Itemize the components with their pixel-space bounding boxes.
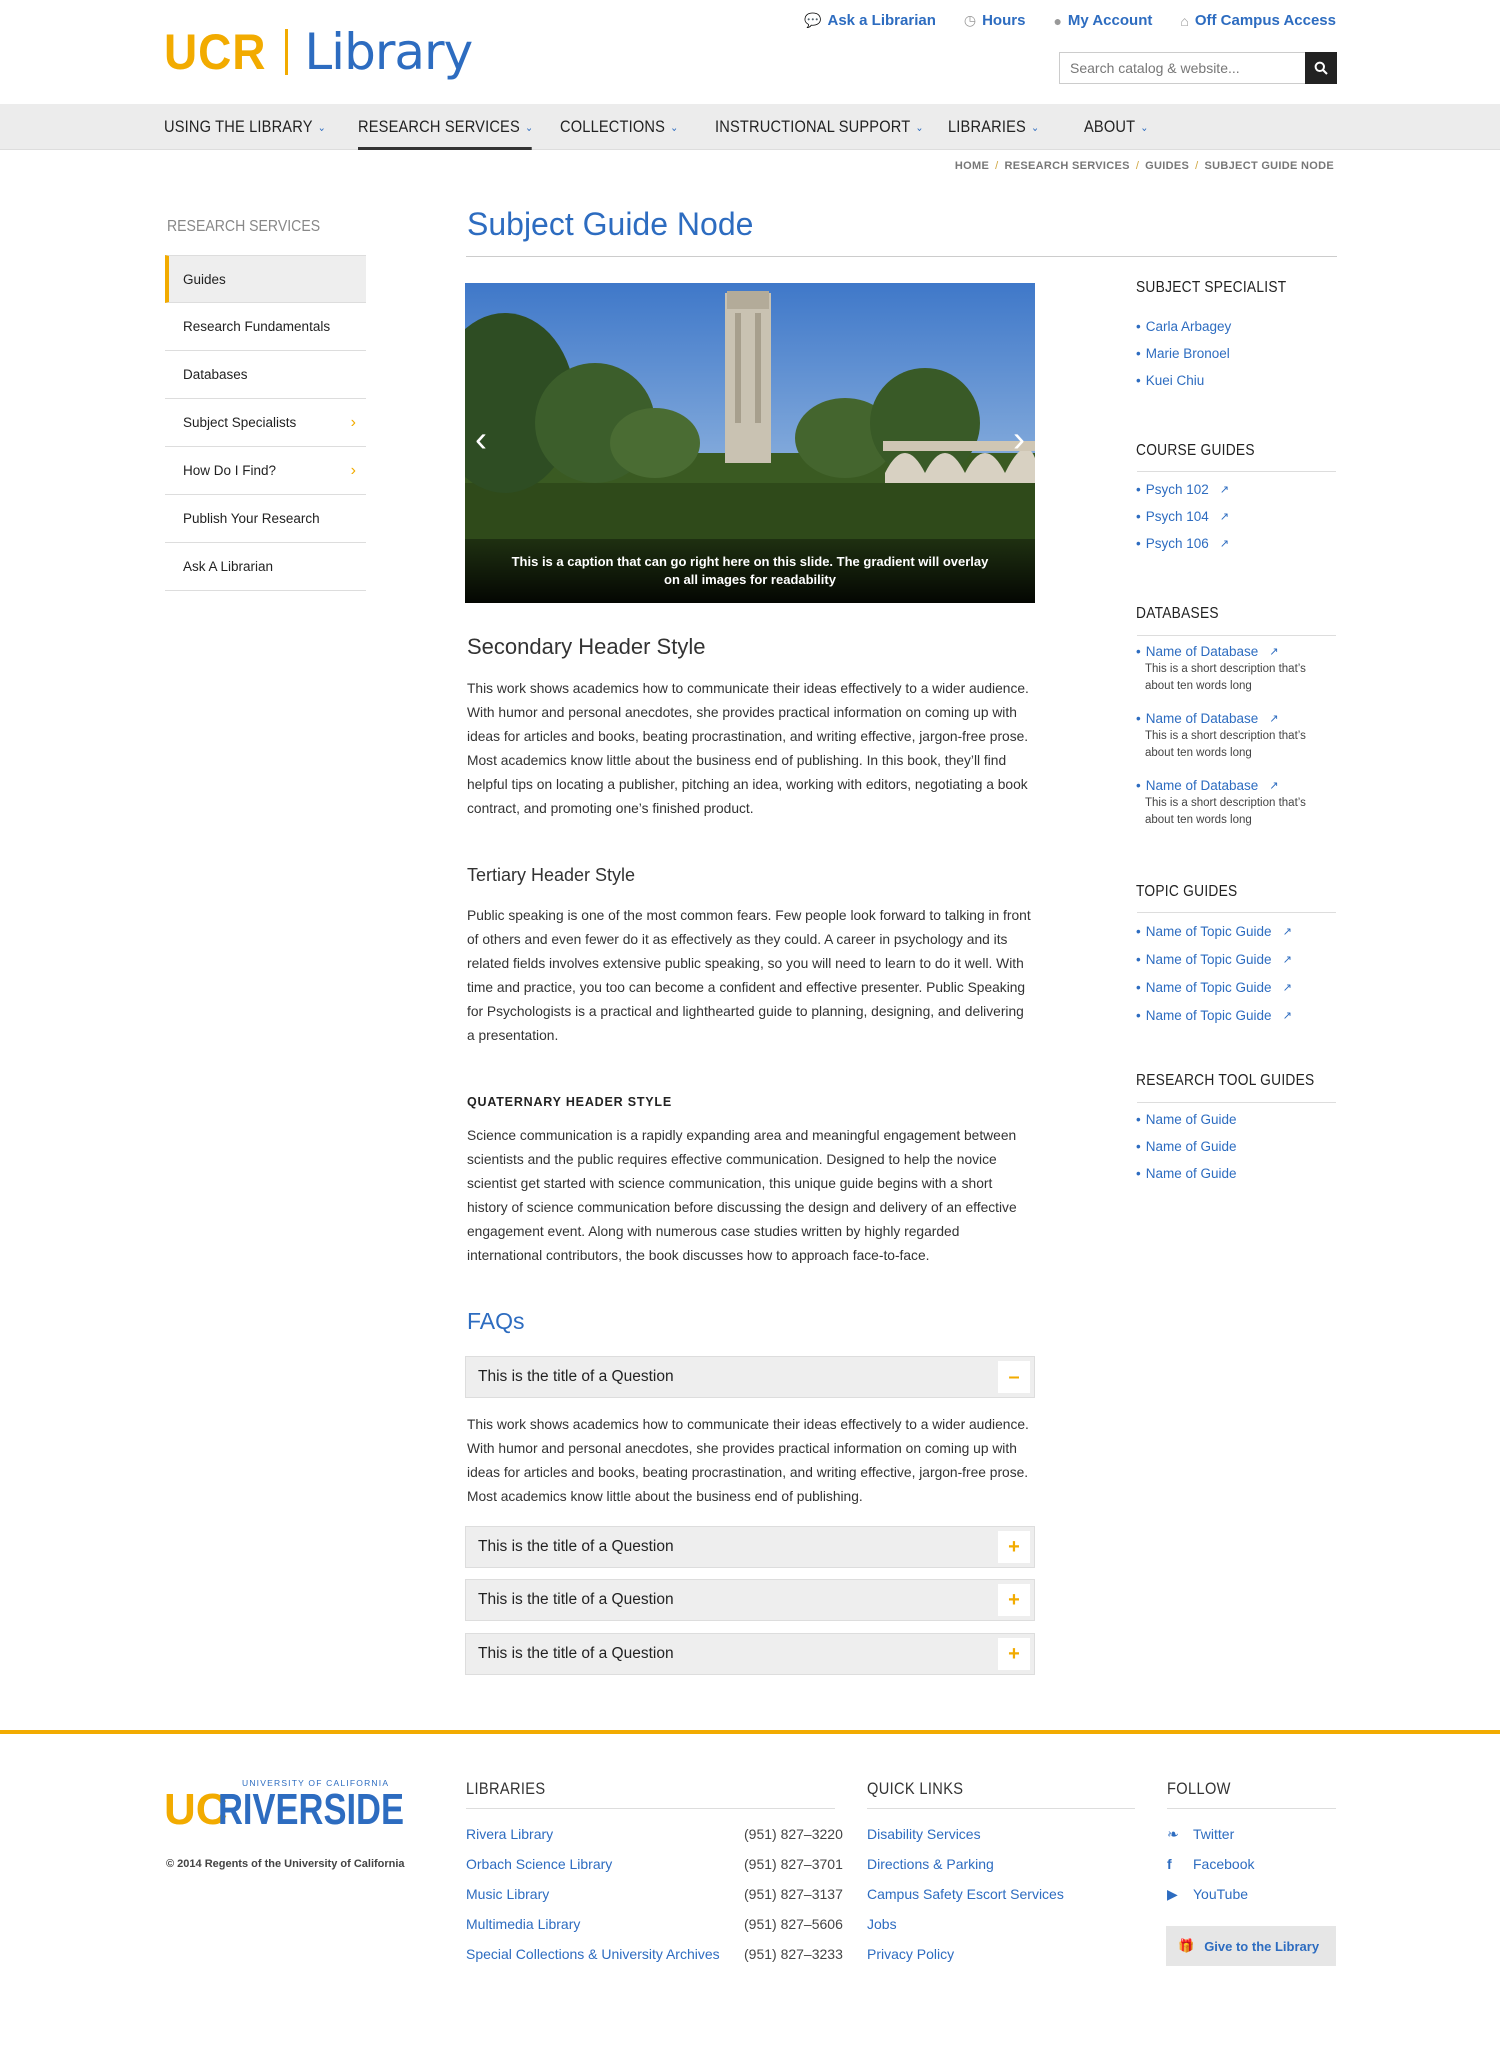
footer-follow-title: FOLLOW (1167, 1779, 1231, 1798)
bullet: • (1136, 979, 1141, 995)
bullet: • (1136, 1112, 1141, 1127)
research-tool-guides-title: RESEARCH TOOL GUIDES (1136, 1072, 1315, 1089)
breadcrumb-home[interactable]: HOME (954, 160, 990, 172)
copyright: © 2014 Regents of the University of California (166, 1858, 405, 1870)
off-campus-access-link[interactable] (1180, 12, 1336, 29)
chevron-down-icon: ⌄ (1140, 121, 1149, 134)
footer-divider (466, 1808, 835, 1809)
sidebar-nav (165, 255, 366, 591)
bullet: • (1136, 482, 1141, 497)
footer-libraries-title: LIBRARIES (466, 1779, 546, 1798)
image-carousel[interactable] (465, 283, 1035, 603)
bullet: • (1136, 1166, 1141, 1181)
database-name: Name of Database (1145, 711, 1259, 726)
chevron-right-icon[interactable]: › (350, 461, 356, 479)
logo-primary: UCR (164, 24, 267, 80)
home-icon: ⌂ (1180, 12, 1189, 29)
specialist-link[interactable] (1136, 367, 1231, 394)
faq-question-label: This is the title of a Question (478, 1368, 674, 1385)
external-link-icon: ↗ (1219, 538, 1229, 550)
footer-library-item[interactable] (466, 1819, 843, 1849)
give-label: Give to the Library (1204, 1938, 1320, 1954)
topic-guide-link[interactable] (1136, 1001, 1292, 1029)
databases-title: DATABASES (1136, 605, 1219, 622)
quick-link[interactable]: Directions & Parking (867, 1856, 994, 1872)
chat-icon: 💬 (804, 12, 822, 28)
chevron-down-icon: ⌄ (525, 121, 534, 134)
my-account-link[interactable] (1053, 12, 1152, 29)
youtube-link[interactable] (1167, 1879, 1254, 1909)
external-link-icon: ↗ (1282, 925, 1292, 938)
nav-about[interactable] (1084, 104, 1153, 150)
specialist-name: Kuei Chiu (1145, 373, 1205, 388)
bullet: • (1136, 509, 1141, 524)
library-name: Multimedia Library (466, 1916, 581, 1932)
database-name: Name of Database (1145, 778, 1259, 793)
research-guide-link[interactable] (1136, 1133, 1237, 1160)
research-guide-name: Name of Guide (1145, 1139, 1237, 1154)
footer-quick-links-list (867, 1819, 1064, 1969)
footer-follow-list (1167, 1819, 1254, 1909)
carousel-prev-arrow[interactable]: ‹ (475, 418, 487, 459)
off-campus-access-label: Off Campus Access (1194, 12, 1336, 29)
sidebar-item-databases[interactable] (165, 351, 366, 399)
database-description: This is a short description that’s about ten words long (1145, 797, 1306, 826)
topic-guide-name: Name of Topic Guide (1145, 979, 1272, 995)
external-link-icon: ↗ (1269, 780, 1279, 792)
subject-specialist-title: SUBJECT SPECIALIST (1136, 279, 1287, 296)
database-name: Name of Database (1145, 644, 1259, 659)
chevron-down-icon: ⌄ (915, 121, 924, 134)
bullet: • (1136, 346, 1141, 361)
bullet: • (1136, 319, 1141, 334)
quaternary-header: QUATERNARY HEADER STYLE (467, 1095, 672, 1109)
ask-librarian-link[interactable] (804, 12, 936, 29)
sidebar-item-label: Subject Specialists (183, 415, 297, 430)
nav-using-the-library[interactable] (164, 104, 331, 150)
breadcrumb (955, 160, 1334, 172)
course-guide-name: Psych 102 (1145, 482, 1209, 497)
main-nav (0, 104, 1500, 150)
library-name: Special Collections & University Archives (466, 1946, 720, 1962)
faq-question-label: This is the title of a Question (478, 1591, 674, 1608)
faq-question-label: This is the title of a Question (478, 1538, 674, 1555)
subject-specialist-list (1136, 313, 1231, 394)
facebook-link[interactable] (1167, 1849, 1254, 1879)
footer-divider (867, 1808, 1135, 1809)
my-account-label: My Account (1067, 12, 1153, 29)
bullet: • (1136, 951, 1141, 967)
breadcrumb-separator: / (995, 160, 999, 172)
quick-link[interactable]: Disability Services (867, 1826, 981, 1842)
external-link-icon: ↗ (1219, 511, 1229, 523)
library-name: Music Library (466, 1886, 550, 1902)
research-tool-guides-list (1136, 1106, 1237, 1187)
topic-guide-name: Name of Topic Guide (1145, 951, 1272, 967)
twitter-icon: ❧ (1167, 1825, 1179, 1842)
chevron-right-icon[interactable]: › (350, 413, 356, 431)
breadcrumb-separator: / (1195, 160, 1199, 172)
chevron-down-icon: ⌄ (670, 121, 679, 134)
database-description: This is a short description that’s about ten words long (1145, 663, 1306, 692)
quick-link[interactable]: Campus Safety Escort Services (867, 1886, 1064, 1902)
bullet: • (1136, 711, 1141, 726)
research-guide-link[interactable] (1136, 1106, 1237, 1133)
section-divider (1137, 635, 1336, 636)
bullet: • (1136, 373, 1141, 388)
sidebar-item-label: Publish Your Research (183, 511, 320, 526)
sidebar-item-publish-your-research[interactable] (165, 495, 366, 543)
gift-icon: 🎁 (1178, 1938, 1195, 1953)
facebook-icon: f (1167, 1856, 1172, 1872)
faq-question[interactable] (465, 1633, 1035, 1675)
expand-icon[interactable]: + (998, 1638, 1030, 1670)
utility-links (804, 12, 1336, 29)
topic-guide-link[interactable] (1136, 917, 1292, 945)
library-phone: (951) 827–5606 (744, 1916, 843, 1932)
database-item (1136, 644, 1336, 695)
sidebar-item-guides[interactable] (165, 255, 366, 303)
nav-label: RESEARCH SERVICES (358, 117, 520, 136)
specialist-name: Marie Bronoel (1145, 346, 1230, 361)
library-phone: (951) 827–3233 (744, 1946, 843, 1962)
faq-answer: This work shows academics how to communicate their ideas effectively to a wider audience. With humor and personal anecdotes, she provides practical information on coming up with ideas for articles and books, beating procrastination, and writing effective, jargon-free prose. Most academics know little about the business end of publishing. (467, 1417, 1029, 1504)
logo-tagline: UNIVERSITY OF CALIFORNIA (242, 1778, 390, 1788)
nav-label: INSTRUCTIONAL SUPPORT (715, 117, 911, 136)
course-guide-link[interactable] (1136, 476, 1229, 503)
library-phone: (951) 827–3220 (744, 1826, 843, 1842)
chevron-down-icon: ⌄ (1031, 121, 1040, 134)
section-divider (1137, 1102, 1336, 1103)
footer-divider (1167, 1808, 1336, 1809)
logo-riverside: RIVERSIDE (218, 1785, 404, 1827)
search-icon (1314, 61, 1328, 75)
library-name: Orbach Science Library (466, 1856, 613, 1872)
nav-instructional-support[interactable] (715, 104, 924, 150)
sidebar-item-label: How Do I Find? (183, 463, 277, 478)
sidebar-item-how-do-i-find[interactable] (165, 447, 366, 495)
nav-label: COLLECTIONS (560, 117, 666, 136)
faqs-title: FAQs (467, 1308, 525, 1334)
database-description: This is a short description that’s about ten words long (1145, 730, 1306, 759)
hours-link[interactable] (964, 12, 1026, 29)
twitter-link[interactable] (1167, 1819, 1254, 1849)
footer-library-item[interactable] (466, 1909, 843, 1939)
specialist-link[interactable] (1136, 340, 1231, 367)
section-divider (1137, 471, 1336, 472)
expand-icon[interactable]: + (998, 1531, 1030, 1563)
secondary-paragraph: This work shows academics how to communicate their ideas effectively to a wider audience. With humor and personal anecdotes, she provides practical information on coming up with ideas for articles and books, beating procrastination, and writing effective, jargon-free prose. Most academics know little about the business end of publishing. In this book, they’ll find helpful tips on locating a publisher, pitching an idea, working with editors, negotiating a book contract, and promoting one’s finished product. (467, 681, 1029, 816)
specialist-name: Carla Arbagey (1145, 319, 1232, 334)
nav-collections[interactable] (560, 104, 693, 150)
hours-label: Hours (982, 12, 1026, 29)
tertiary-header: Tertiary Header Style (467, 865, 636, 885)
sidebar-item-label: Guides (183, 271, 226, 287)
faq-question[interactable] (465, 1579, 1035, 1621)
footer-libraries-list (466, 1819, 843, 1969)
footer-accent-line (0, 1730, 1500, 1734)
topic-guide-name: Name of Topic Guide (1145, 1007, 1272, 1023)
user-icon: ● (1053, 12, 1062, 29)
youtube-label: YouTube (1193, 1886, 1249, 1902)
breadcrumb-current: SUBJECT GUIDE NODE (1204, 160, 1334, 172)
nav-label: LIBRARIES (948, 117, 1026, 136)
breadcrumb-research-services[interactable]: RESEARCH SERVICES (1004, 160, 1130, 172)
bullet: • (1136, 778, 1141, 793)
search-input[interactable] (1059, 52, 1305, 84)
nav-label: ABOUT (1084, 117, 1136, 136)
sidebar-item-label: Databases (183, 367, 248, 382)
breadcrumb-separator: / (1135, 160, 1140, 172)
quick-link[interactable]: Jobs (867, 1916, 897, 1932)
bullet: • (1136, 1139, 1141, 1154)
topic-guides-list (1136, 917, 1292, 1029)
nav-label: USING THE LIBRARY (164, 117, 313, 136)
tertiary-paragraph: Public speaking is one of the most common fears. Few people look forward to talking in front of others and even fewer do it as effectively as they could. A career in psychology and its related fields involves extensive public speaking, so you will need to learn to do it well. With time and practice, you too can become a confident and effective presenter. Public Speaking for Psychologists is a practical and lighthearted guide to planning, designing, and delivering a presentation. (467, 908, 1031, 1043)
search-button[interactable] (1305, 52, 1337, 84)
library-phone: (951) 827–3701 (744, 1856, 843, 1872)
sidebar-item-ask-a-librarian[interactable] (165, 543, 366, 591)
course-guides-title: COURSE GUIDES (1136, 442, 1255, 459)
research-guide-link[interactable] (1136, 1160, 1237, 1187)
database-item (1136, 778, 1336, 829)
faq-question[interactable] (465, 1526, 1035, 1568)
sidebar-item-label: Research Fundamentals (183, 319, 331, 334)
expand-icon[interactable]: + (998, 1584, 1030, 1616)
youtube-icon: ▶ (1167, 1885, 1178, 1902)
ask-librarian-label: Ask a Librarian (827, 12, 936, 29)
footer-quick-links-title: QUICK LINKS (867, 1779, 964, 1798)
faq-question-label: This is the title of a Question (478, 1645, 674, 1662)
sidebar-item-subject-specialists[interactable] (165, 399, 366, 447)
external-link-icon: ↗ (1282, 981, 1292, 994)
sidebar-item-research-fundamentals[interactable] (165, 303, 366, 351)
faq-question[interactable] (465, 1356, 1035, 1398)
external-link-icon: ↗ (1269, 713, 1279, 725)
bullet: • (1136, 1007, 1141, 1023)
external-link-icon: ↗ (1219, 484, 1229, 496)
page-title: Subject Guide Node (467, 206, 754, 242)
logo-divider (285, 29, 288, 75)
logo-uc: UC (164, 1785, 228, 1827)
external-link-icon: ↗ (1282, 953, 1292, 966)
quaternary-paragraph: Science communication is a rapidly expanding area and meaningful engagement between scientists and the public requires effective communication. Designed to help the novice scientist get started with science communication, this unique guide begins with a short history of science communication before discussing the design and delivery of an effective engagement event. Along with numerous case studies written by highly regarded international contributors, the book discusses how to approach face-to-face. (467, 1128, 1017, 1263)
course-guide-link[interactable] (1136, 503, 1229, 530)
topic-guide-link[interactable] (1136, 973, 1292, 1001)
sidebar-item-label: Ask A Librarian (183, 559, 274, 574)
uc-riverside-logo[interactable] (164, 1777, 406, 1832)
database-link[interactable] (1136, 711, 1336, 726)
twitter-label: Twitter (1193, 1826, 1235, 1842)
bullet: • (1136, 536, 1141, 551)
external-link-icon: ↗ (1282, 1009, 1292, 1022)
external-link-icon: ↗ (1269, 646, 1279, 658)
footer-library-item[interactable] (466, 1849, 843, 1879)
footer-library-item[interactable] (466, 1939, 843, 1969)
breadcrumb-guides[interactable]: GUIDES (1145, 160, 1190, 172)
footer-library-item[interactable] (466, 1879, 843, 1909)
bullet: • (1136, 644, 1141, 659)
course-guides-list (1136, 476, 1229, 557)
topic-guides-title: TOPIC GUIDES (1136, 883, 1238, 900)
sidebar-title: RESEARCH SERVICES (167, 218, 321, 235)
specialist-link[interactable] (1136, 313, 1231, 340)
ucr-library-logo[interactable] (164, 22, 472, 82)
topic-guide-link[interactable] (1136, 945, 1292, 973)
topic-guide-name: Name of Topic Guide (1145, 923, 1272, 939)
carousel-next-arrow[interactable]: › (1013, 418, 1025, 459)
collapse-icon[interactable]: – (998, 1361, 1030, 1393)
site-search (1059, 52, 1337, 84)
database-link[interactable] (1136, 778, 1336, 793)
database-item (1136, 711, 1336, 762)
section-divider (1137, 912, 1336, 913)
course-guide-name: Psych 106 (1145, 536, 1209, 551)
clock-icon: ◷ (963, 12, 977, 28)
library-phone: (951) 827–3137 (744, 1886, 843, 1902)
course-guide-link[interactable] (1136, 530, 1229, 557)
logo-secondary: Library (304, 23, 473, 81)
secondary-header: Secondary Header Style (467, 634, 706, 659)
course-guide-name: Psych 104 (1145, 509, 1209, 524)
nav-libraries[interactable] (948, 104, 1065, 150)
facebook-label: Facebook (1193, 1856, 1255, 1872)
carousel-caption: This is a caption that can go right here on this slide. The gradient will overlay on all images for readability (465, 539, 1035, 603)
research-guide-name: Name of Guide (1145, 1112, 1237, 1127)
library-name: Rivera Library (466, 1826, 554, 1842)
site-header (0, 0, 1500, 104)
nav-research-services[interactable] (358, 104, 532, 150)
research-guide-name: Name of Guide (1145, 1166, 1237, 1181)
give-to-library-button[interactable] (1166, 1926, 1336, 1966)
database-link[interactable] (1136, 644, 1336, 659)
bullet: • (1136, 923, 1141, 939)
title-divider (466, 256, 1337, 257)
chevron-down-icon: ⌄ (317, 121, 326, 134)
quick-link[interactable]: Privacy Policy (867, 1946, 955, 1962)
